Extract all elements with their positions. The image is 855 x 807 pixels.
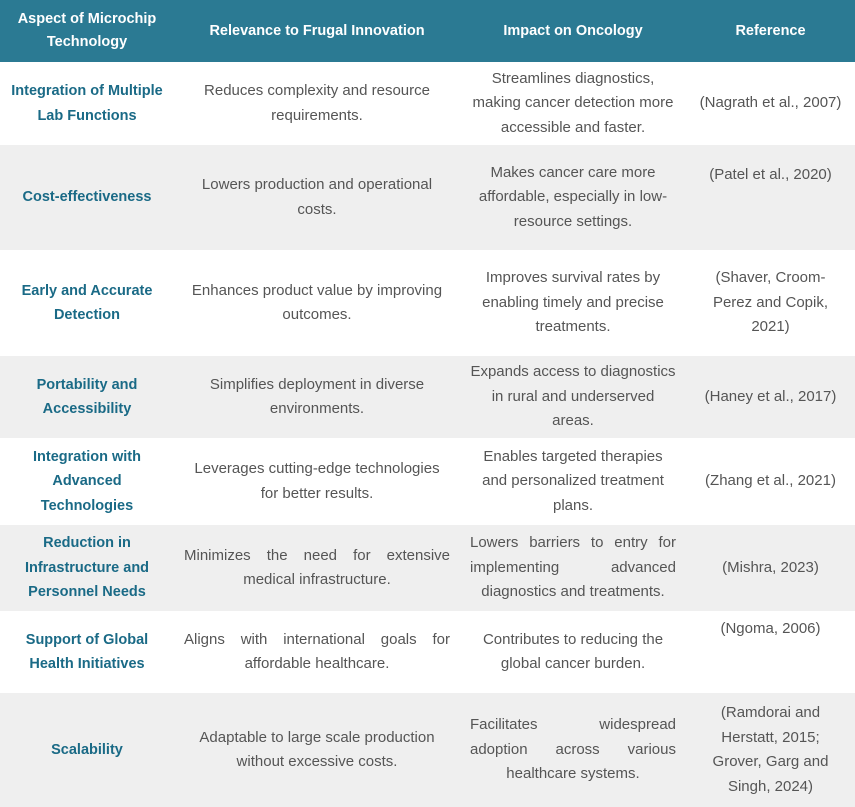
header-impact: Impact on Oncology bbox=[460, 0, 686, 62]
reference-cell: (Patel et al., 2020) bbox=[686, 145, 855, 250]
impact-cell: Facilitates widespread adoption across various healthcare systems. bbox=[460, 693, 686, 807]
relevance-cell: Adaptable to large scale production without excessive costs. bbox=[174, 693, 460, 807]
impact-cell: Enables targeted therapies and personalized treatment plans. bbox=[460, 438, 686, 525]
aspect-cell: Integration of Multiple Lab Functions bbox=[0, 62, 174, 145]
table-row bbox=[0, 250, 855, 356]
reference-cell: (Mishra, 2023) bbox=[686, 525, 855, 611]
impact-cell: Streamlines diagnostics, making cancer detection more accessible and faster. bbox=[460, 62, 686, 145]
reference-cell: (Haney et al., 2017) bbox=[686, 356, 855, 438]
header-row bbox=[0, 0, 855, 62]
table-row bbox=[0, 693, 855, 807]
table-body bbox=[0, 62, 855, 807]
reference-cell: (Zhang et al., 2021) bbox=[686, 438, 855, 525]
aspect-cell: Early and Accurate Detection bbox=[0, 250, 174, 356]
reference-cell: (Ngoma, 2006) bbox=[686, 611, 855, 693]
reference-cell: (Nagrath et al., 2007) bbox=[686, 62, 855, 145]
table-row bbox=[0, 438, 855, 525]
header-relevance: Relevance to Frugal Innovation bbox=[174, 0, 460, 62]
impact-cell: Improves survival rates by enabling timely and precise treatments. bbox=[460, 250, 686, 356]
reference-cell: (Ramdorai and Herstatt, 2015; Grover, Garg and Singh, 2024) bbox=[686, 693, 855, 807]
table-row bbox=[0, 356, 855, 438]
aspect-cell: Cost-effectiveness bbox=[0, 145, 174, 250]
impact-cell: Makes cancer care more affordable, especially in low-resource settings. bbox=[460, 145, 686, 250]
relevance-cell: Reduces complexity and resource requirements. bbox=[174, 62, 460, 145]
relevance-cell: Lowers production and operational costs. bbox=[174, 145, 460, 250]
relevance-cell: Minimizes the need for extensive medical infrastructure. bbox=[174, 525, 460, 611]
impact-cell: Lowers barriers to entry for implementing advanced diagnostics and treatments. bbox=[460, 525, 686, 611]
aspect-cell: Support of Global Health Initiatives bbox=[0, 611, 174, 693]
header-aspect: Aspect of Microchip Technology bbox=[0, 0, 174, 62]
header-reference: Reference bbox=[686, 0, 855, 62]
aspect-cell: Reduction in Infrastructure and Personnel Needs bbox=[0, 525, 174, 611]
relevance-cell: Enhances product value by improving outcomes. bbox=[174, 250, 460, 356]
table-row bbox=[0, 145, 855, 250]
reference-cell: (Shaver, Croom-Perez and Copik, 2021) bbox=[686, 250, 855, 356]
table-row bbox=[0, 62, 855, 145]
relevance-cell: Leverages cutting-edge technologies for better results. bbox=[174, 438, 460, 525]
impact-cell: Expands access to diagnostics in rural and underserved areas. bbox=[460, 356, 686, 438]
relevance-cell: Aligns with international goals for affordable healthcare. bbox=[174, 611, 460, 693]
aspect-cell: Scalability bbox=[0, 693, 174, 807]
table-row bbox=[0, 525, 855, 611]
aspect-cell: Integration with Advanced Technologies bbox=[0, 438, 174, 525]
table-header bbox=[0, 0, 855, 62]
relevance-cell: Simplifies deployment in diverse environments. bbox=[174, 356, 460, 438]
impact-cell: Contributes to reducing the global cancer burden. bbox=[460, 611, 686, 693]
aspect-cell: Portability and Accessibility bbox=[0, 356, 174, 438]
table-row bbox=[0, 611, 855, 693]
